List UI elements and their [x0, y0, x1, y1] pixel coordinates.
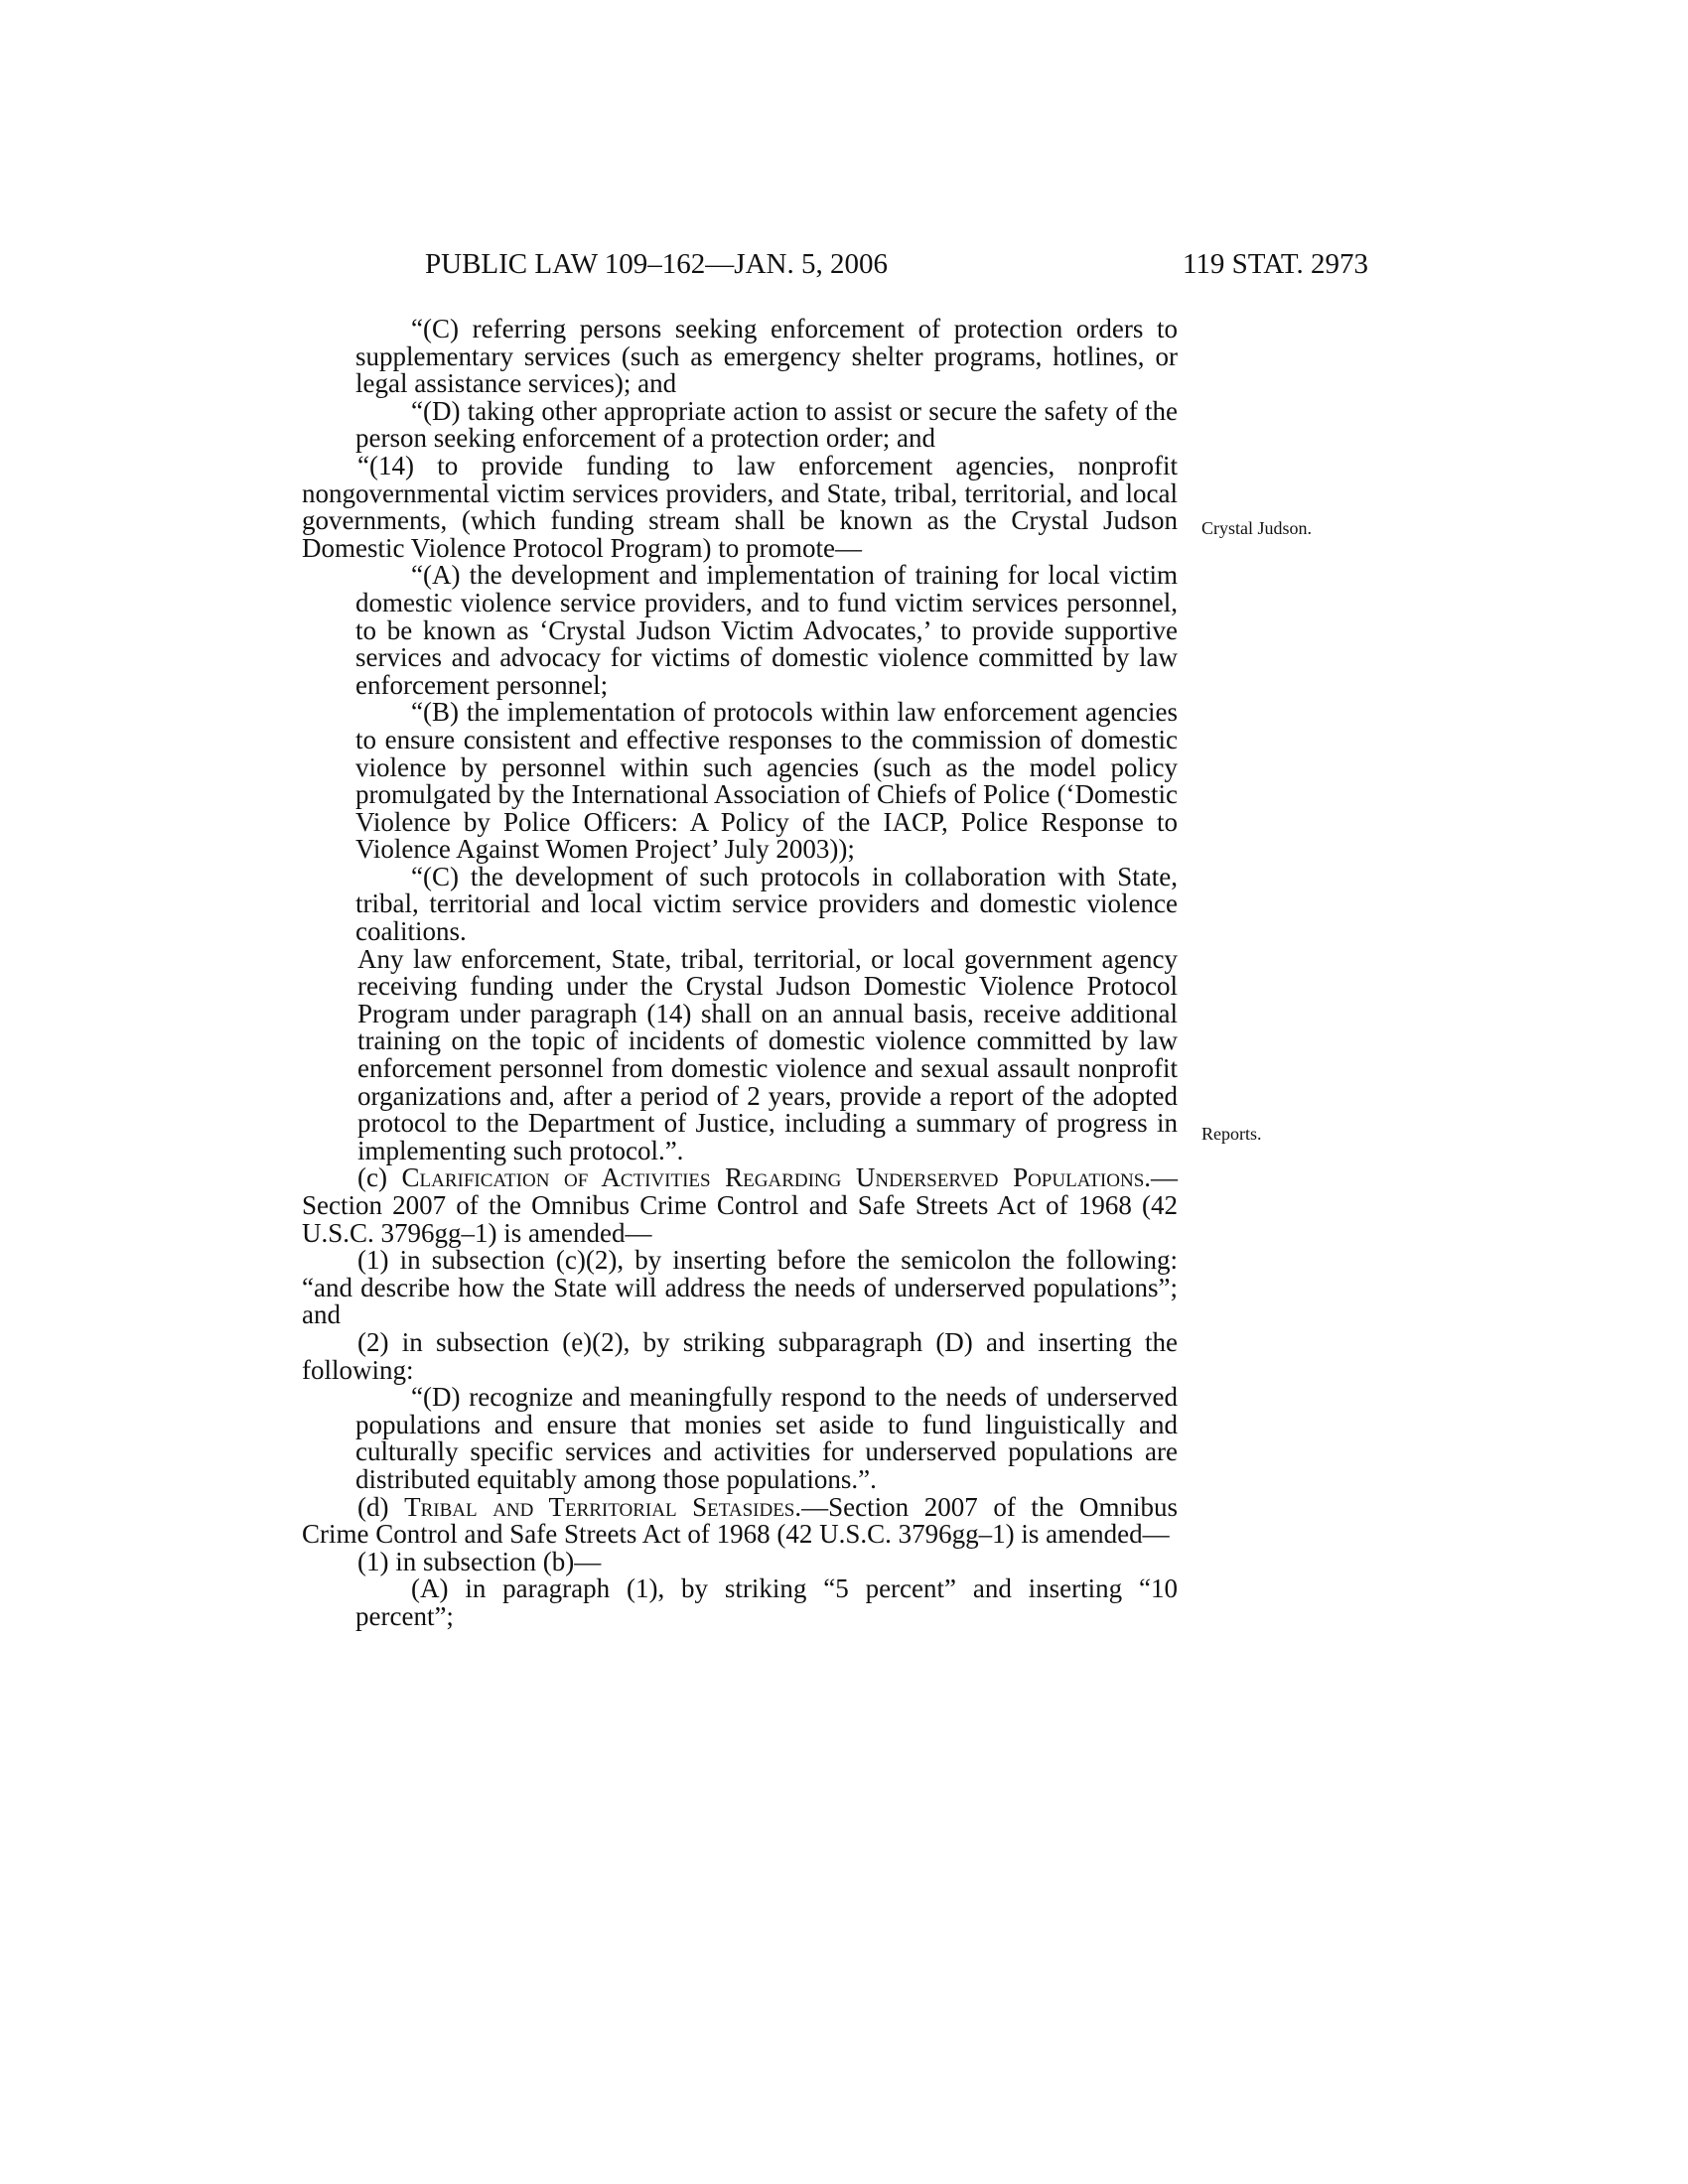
paragraph-text: (2) in subsection (e)(2), by striking subparagraph (D) and inserting the following:: [302, 1326, 1178, 1385]
paragraph-text: “(A) the development and implementation of training for local victim domestic violence service providers, and to fund victim services personnel, to be known as ‘Crystal Judson Victim Advocates,’ to provide supportive services and advocacy for victims of domestic violence committed by law enforcement personnel;: [355, 560, 1178, 700]
running-title: PUBLIC LAW 109–162—JAN. 5, 2006: [425, 248, 888, 280]
subsection-label: (c): [357, 1162, 402, 1193]
paragraph-text: “(D) taking other appropriate action to assist or secure the safety of the person seeking enforcement of a protection order; and: [355, 395, 1178, 454]
paragraph-any-law-enforcement: [302, 943, 1178, 1165]
paragraph-14-funding: [302, 450, 1178, 563]
subsection-heading: Tribal and Territorial Setasides: [404, 1491, 795, 1522]
paragraph-1-subsection-b: [302, 1546, 1178, 1576]
subsection-c: [302, 1164, 1178, 1247]
paragraph-text: (1) in subsection (b)—: [357, 1546, 602, 1576]
subsection-label: (d): [357, 1491, 405, 1522]
subsection-heading: Clarification of Activities Regarding Underserved Populations: [401, 1162, 1145, 1193]
paragraph-d-recognize: [302, 1384, 1178, 1493]
paragraph-a-development: [302, 562, 1178, 699]
page-header: [425, 248, 1368, 288]
paragraph-1-subsection-c2: [302, 1247, 1178, 1329]
paragraph-text: “(D) recognize and meaningfully respond to the needs of underserved populations and ensure that monies set aside to fund linguistically and culturally specific services and activities for underserved populations are distributed equitably among those populations.”.: [355, 1382, 1178, 1494]
margin-note-crystal-judson: Crystal Judson.: [1201, 518, 1313, 538]
document-body: [302, 316, 1178, 1631]
paragraph-a-paragraph-1: [302, 1575, 1178, 1630]
paragraph-text: “(C) the development of such protocols in collaboration with State, tribal, territorial and local victim service providers and domestic violence coalitions.: [355, 861, 1178, 947]
paragraph-text: “(C) referring persons seeking enforcement of protection orders to supplementary services (such as emergency shelter programs, hotlines, or legal assistance services); and: [355, 314, 1178, 399]
paragraph-text: “(B) the implementation of protocols within law enforcement agencies to ensure consistent and effective responses to the commission of domestic violence by personnel within such agencies (such as the model policy promulgated by the International Association of Chiefs of Police (‘Domestic Violence by Police Officers: A Policy of the IACP, Police Response to Violence Against Women Project’ July 2003));: [355, 697, 1178, 865]
paragraph-c-referring: [302, 316, 1178, 398]
subsection-text: .—Section 2007 of the Omnibus Crime Control and Safe Streets Act of 1968 (42 U.S.C. 3796gg–1) is amended—: [302, 1491, 1179, 1550]
subsection-text: .—Section 2007 of the Omnibus Crime Control and Safe Streets Act of 1968 (42 U.S.C. 3796gg–1) is amended—: [302, 1162, 1179, 1248]
paragraph-2-subsection-e2: [302, 1326, 1178, 1385]
paragraph-text: (1) in subsection (c)(2), by inserting before the semicolon the following: “and describe how the State will address the needs of underserved populations”; and: [302, 1245, 1178, 1330]
paragraph-text: Any law enforcement, State, tribal, territorial, or local government agency receiving funding under the Crystal Judson Domestic Violence Protocol Program under paragraph (14) shall on an annual basis, receive additional training on the topic of incidents of domestic violence committed by law enforcement personnel from domestic violence and sexual assault nonprofit organizations and, after a period of 2 years, provide a report of the adopted protocol to the Department of Justice, including a summary of progress in implementing such protocol.”.: [357, 943, 1178, 1165]
paragraph-text: (A) in paragraph (1), by striking “5 percent” and inserting “10 percent”;: [355, 1573, 1178, 1631]
paragraph-d-taking-action: [302, 395, 1178, 454]
margin-note-reports: Reports.: [1201, 1124, 1262, 1144]
paragraph-c-protocols: [302, 861, 1178, 947]
paragraph-b-implementation: [302, 699, 1178, 864]
statute-page-number: 119 STAT. 2973: [1183, 248, 1368, 280]
paragraph-text: “(14) to provide funding to law enforcement agencies, nonprofit nongovernmental victim services providers, and State, tribal, territorial, and local governments, (which funding stream shall be known as the Crystal Judson Domestic Violence Protocol Program) to promote—: [302, 450, 1178, 563]
subsection-d: [302, 1491, 1179, 1550]
